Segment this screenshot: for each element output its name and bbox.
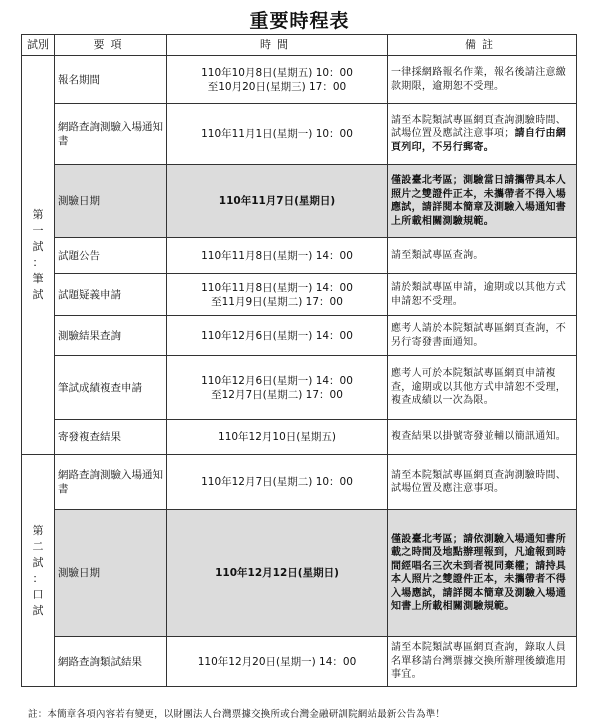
row-time-line: 至11月9日(星期二) 17：00 [211,295,343,308]
row-time-line: 110年11月7日(星期日) [218,195,336,207]
row-note: 請至本院類試專區網頁查詢測驗時間、試場位置及應注意事項。 [388,455,577,510]
category-written [22,56,55,455]
row-note: 應考人請於本院類試專區網頁查詢，不另行寄發書面通知。 [388,316,577,356]
category-oral-vertical [25,523,51,619]
row-item: 測驗結果查詢 [55,316,167,356]
category-char: ： [32,571,44,585]
row-note-bold: 請自行由網頁列印，不另行郵寄。 [391,128,567,153]
table-row [22,104,577,165]
row-item: 網路查詢測驗入場通知書 [55,104,167,165]
row-time [167,104,388,165]
row-time [167,165,388,238]
row-note: 一律採網路報名作業，報名後請注意繳款期限，逾期恕不受理。 [388,56,577,104]
row-note: 應考人可於本院類試專區網頁申請複查，逾期或以其他方式申請恕不受理，複查成績以一次為限。 [388,356,577,420]
row-item: 筆試成績複查申請 [55,356,167,420]
category-char: 試 [32,288,44,301]
row-time-line: 110年12月10日(星期五) [218,431,336,443]
category-written-vertical [25,207,51,303]
page-title: 重要時程表 [249,10,350,32]
row-note: 請於類試專區申請，逾期或以其他方式申請恕不受理。 [388,274,577,316]
row-time-line: 110年11月8日(星期一) 14：00 [201,249,353,262]
category-char: 試 [32,240,44,253]
table-row [22,637,577,687]
table-row [22,356,577,420]
row-time-line: 110年12月12日(星期日) [215,567,339,579]
row-time [167,637,388,687]
header-time: 時間 [167,35,388,56]
category-char: ： [32,256,44,269]
row-time [167,420,388,455]
category-char: 第 [32,523,44,537]
row-item: 測驗日期 [55,165,167,238]
schedule-table [21,34,577,687]
row-note-bold: 僅設臺北考區；測驗當日請攜帶具本人照片之雙證件正本，未攜帶者不得入場應試，請詳閱本簡章及測驗入場通知書上所載相關測驗規範。 [391,175,567,227]
table-row [22,274,577,316]
table-row [22,455,577,510]
table-row [22,420,577,455]
category-oral [22,455,55,687]
row-item: 試題疑義申請 [55,274,167,316]
row-note [388,104,577,165]
row-note-text: 請至本院類試專區網頁查詢測驗時間、試場位置及應試注意事項； [391,114,567,140]
row-time [167,356,388,420]
row-note: 複查結果以掛號寄發並輔以簡訊通知。 [388,420,577,455]
row-time-line: 110年10月8日(星期五) 10：00 [201,66,353,79]
header-category: 試別 [22,35,55,56]
row-note [388,165,577,238]
category-char: 第 [32,208,44,221]
category-char: 口 [32,587,44,601]
category-char: 一 [32,224,44,237]
row-time-line: 110年12月6日(星期一) 14：00 [201,374,353,387]
table-row [22,316,577,356]
table-row [22,56,577,104]
footnote: 註：本簡章各項內容若有變更，以財團法人台灣票據交換所或台灣金融研訓院網站最新公告為準！ [28,709,446,720]
row-time-line: 110年12月7日(星期二) 10：00 [201,476,353,488]
category-char: 筆 [32,272,44,285]
row-note [388,510,577,637]
row-item: 寄發複查結果 [55,420,167,455]
row-time [167,56,388,104]
row-item: 網路查詢測驗入場通知書 [55,455,167,510]
table-row [22,238,577,274]
row-time [167,274,388,316]
row-item: 測驗日期 [55,510,167,637]
category-char: 試 [32,555,44,569]
row-item: 網路查詢類試結果 [55,637,167,687]
row-time-line: 110年11月8日(星期一) 14：00 [201,281,353,294]
row-time-line: 110年12月6日(星期一) 14：00 [201,329,353,342]
row-item: 試題公告 [55,238,167,274]
row-time-line: 110年12月20日(星期一) 14：00 [197,655,357,668]
table-header-row [22,35,577,56]
row-time-line: 110年11月1日(星期一) 10：00 [201,128,353,140]
category-char: 二 [32,539,44,553]
header-note: 備註 [388,35,577,56]
row-note: 請至類試專區查詢。 [388,238,577,274]
row-time [167,455,388,510]
row-time-line: 至12月7日(星期二) 17：00 [211,388,343,401]
table-row-highlight [22,165,577,238]
row-time [167,316,388,356]
row-note: 請至本院類試專區網頁查詢，錄取人員名單移請台灣票據交換所辦理後續進用事宜。 [388,637,577,687]
header-item: 要項 [55,35,167,56]
row-item: 報名期間 [55,56,167,104]
row-time [167,238,388,274]
table-row-highlight [22,510,577,637]
row-time-line: 至10月20日(星期三) 17：00 [207,80,347,93]
row-note-bold: 僅設臺北考區；請依測驗入場通知書所載之時間及地點辦理報到，凡逾報到時間經唱名三次未到者視同棄權；請持具本人照片之雙證件正本，未攜帶者不得入場應試，請詳閱本簡章及測驗入場通知書上所載相關測驗規範。 [391,533,567,612]
category-char: 試 [32,603,44,617]
row-time [167,510,388,637]
